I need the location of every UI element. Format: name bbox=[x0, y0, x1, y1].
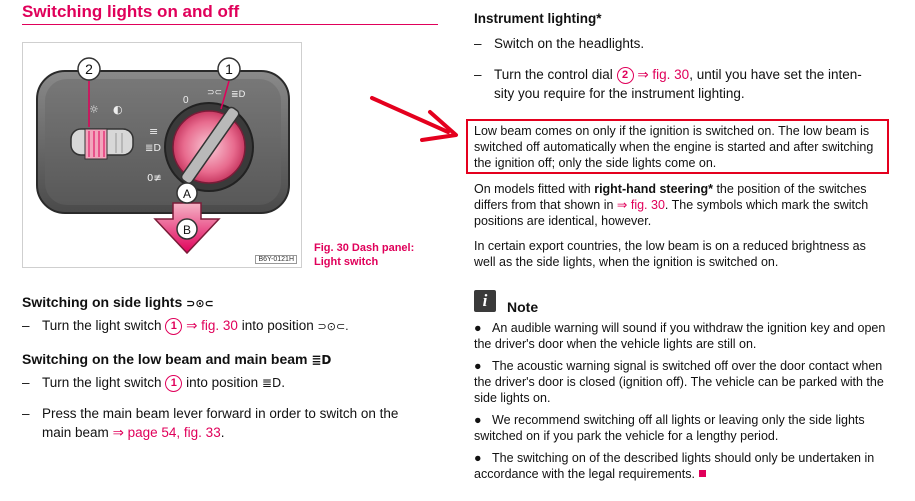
control-dial-ref-number: 2 bbox=[617, 67, 634, 84]
note-bullet-4: ● The switching on of the described lights should only be undertaken in accordance with the legal requirements. bbox=[474, 451, 875, 481]
rhs-line2a: differs from that shown in bbox=[474, 198, 614, 212]
dial-zero-label: 0 bbox=[183, 95, 189, 106]
fig-30-link-3[interactable]: ⇒ fig. 30 bbox=[616, 198, 665, 212]
note-b1-line1: An audible warning will sound if you withdraw the ignition key and open bbox=[492, 321, 886, 335]
dash-panel-illustration bbox=[23, 43, 302, 268]
instrument-step-1: – Switch on the headlights. bbox=[474, 36, 645, 51]
figure-caption bbox=[314, 241, 414, 269]
note-b1-line2: the driver's door when the vehicle lights are still on. bbox=[474, 337, 757, 351]
note-bullet-1: ● An audible warning will sound if you withdraw the ignition key and open the driver's door when the vehicle lights are still on. bbox=[474, 321, 886, 351]
instrument-step1-text: Switch on the headlights. bbox=[494, 36, 645, 51]
fig-30-link-2[interactable]: ⇒ fig. 30 bbox=[637, 67, 690, 82]
instrument-step-2: – Turn the control dial 2 ⇒ fig. 30, until you have set the inten- sity you require for the instrument lighting. bbox=[474, 67, 862, 101]
instrument-heading: Instrument lighting* bbox=[474, 11, 602, 26]
note-bullet-2: ● The acoustic warning signal is switched off over the door contact when the driver's door is closed (ignition off). The vehicle can be parked with the side lights on. bbox=[474, 359, 884, 405]
callout-1-label: 1 bbox=[225, 61, 233, 77]
caption-line-2: Light switch bbox=[314, 256, 379, 268]
side-lights-icon: ⊃⊙⊂ bbox=[186, 297, 214, 310]
export-line-2: well as the side lights, when the ignition is switched on. bbox=[474, 255, 779, 269]
figure-code: B6Y-0121H bbox=[255, 255, 297, 264]
note-title: Note bbox=[507, 299, 539, 315]
low-beam-highlight-text bbox=[474, 123, 873, 171]
svg-text:⊃⊂: ⊃⊂ bbox=[207, 88, 223, 98]
end-square-icon bbox=[699, 470, 706, 477]
label-a: A bbox=[182, 187, 192, 201]
callout-2-label: 2 bbox=[85, 61, 93, 77]
side-lights-step-text: Turn the light switch bbox=[42, 318, 162, 333]
rhs-line2b: . The symbols which mark the switch bbox=[664, 198, 869, 212]
page-54-link[interactable]: ⇒ page 54, fig. 33 bbox=[112, 425, 221, 440]
low-main-heading-text: Switching on the low beam and main beam bbox=[22, 351, 308, 367]
rhs-line1c: the position of the switches bbox=[716, 182, 867, 196]
low-main-step-1: – Turn the light switch 1 into position ≣D. bbox=[22, 375, 286, 390]
note-b2-line2: the driver's door is closed (ignition off). The vehicle can be parked with the bbox=[474, 375, 884, 389]
caption-line-1: Fig. 30 Dash panel: bbox=[314, 242, 415, 254]
title-divider bbox=[22, 24, 438, 25]
main-beam-icon: ≣D bbox=[311, 353, 332, 367]
rhs-line3: positions are identical, however. bbox=[474, 214, 652, 228]
low-main-step2-line1: Press the main beam lever forward in order to switch on the bbox=[42, 406, 399, 421]
note-b2-line3: side lights on. bbox=[474, 391, 551, 405]
note-b4-line1: The switching on of the described lights should only be undertaken in bbox=[492, 451, 875, 465]
label-b: B bbox=[182, 223, 192, 237]
note-b3-line1: We recommend switching off all lights or leaving only the side lights bbox=[492, 413, 865, 427]
side-lights-heading-text: Switching on side lights bbox=[22, 294, 183, 310]
svg-text:0≢: 0≢ bbox=[147, 173, 162, 184]
low-main-step1-text-2: into position bbox=[186, 375, 259, 390]
light-switch-figure bbox=[22, 42, 302, 268]
note-b4-line2: accordance with the legal requirements. bbox=[474, 467, 695, 481]
main-beam-position-icon: ≣D. bbox=[261, 376, 286, 390]
rhs-steering-paragraph bbox=[474, 181, 868, 229]
low-main-step-2: – Press the main beam lever forward in order to switch on the main beam ⇒ page 54, fig. 33. bbox=[22, 406, 399, 440]
note-bullet-3: ● We recommend switching off all lights or leaving only the side lights switched on if you park the vehicle for a lengthy period. bbox=[474, 413, 865, 443]
side-lights-step: – Turn the light switch 1 ⇒ fig. 30 into position ⊃⊙⊂. bbox=[22, 318, 349, 333]
side-lights-heading bbox=[22, 294, 214, 310]
low-main-heading bbox=[22, 351, 331, 367]
export-paragraph bbox=[474, 238, 866, 270]
svg-text:◐: ◐ bbox=[113, 103, 123, 116]
info-icon: i bbox=[474, 290, 496, 312]
low-main-step2-line2: main beam bbox=[42, 425, 109, 440]
note-b2-line1: The acoustic warning signal is switched off over the door contact when bbox=[492, 359, 883, 373]
side-lights-step-text-2: into position bbox=[241, 318, 314, 333]
light-switch-ref-number-2: 1 bbox=[165, 375, 182, 392]
highlight-line-3: the ignition off; only the side lights come on. bbox=[474, 156, 717, 170]
svg-text:☼: ☼ bbox=[89, 103, 99, 116]
export-line-1: In certain export countries, the low beam is on a reduced brightness as bbox=[474, 239, 866, 253]
note-b3-line2: switched on if you park the vehicle for a lengthy period. bbox=[474, 429, 779, 443]
svg-text:≣D: ≣D bbox=[145, 143, 162, 154]
instrument-step2-text-b: , until you have set the inten- bbox=[689, 67, 862, 82]
instrument-step2-line2: sity you require for the instrument lighting. bbox=[494, 86, 745, 101]
highlight-line-1: Low beam comes on only if the ignition is switched on. The low beam is bbox=[474, 124, 870, 138]
svg-text:≣D: ≣D bbox=[231, 90, 246, 100]
section-title: Switching lights on and off bbox=[22, 2, 240, 21]
light-switch-ref-number: 1 bbox=[165, 318, 182, 335]
rhs-line1a: On models fitted with bbox=[474, 182, 591, 196]
instrument-step2-text: Turn the control dial bbox=[494, 67, 613, 82]
highlight-line-2: switched off automatically when the engine is started and after switching bbox=[474, 140, 874, 154]
side-lights-position-icon: ⊃⊙⊂. bbox=[317, 320, 349, 333]
low-main-step1-text: Turn the light switch bbox=[42, 375, 162, 390]
low-main-step2-period: . bbox=[220, 425, 225, 440]
rhs-bold-term: right-hand steering* bbox=[594, 182, 713, 196]
svg-text:≡: ≡ bbox=[149, 125, 159, 138]
annotation-arrow bbox=[360, 88, 466, 148]
fig-30-link[interactable]: ⇒ fig. 30 bbox=[186, 318, 238, 333]
